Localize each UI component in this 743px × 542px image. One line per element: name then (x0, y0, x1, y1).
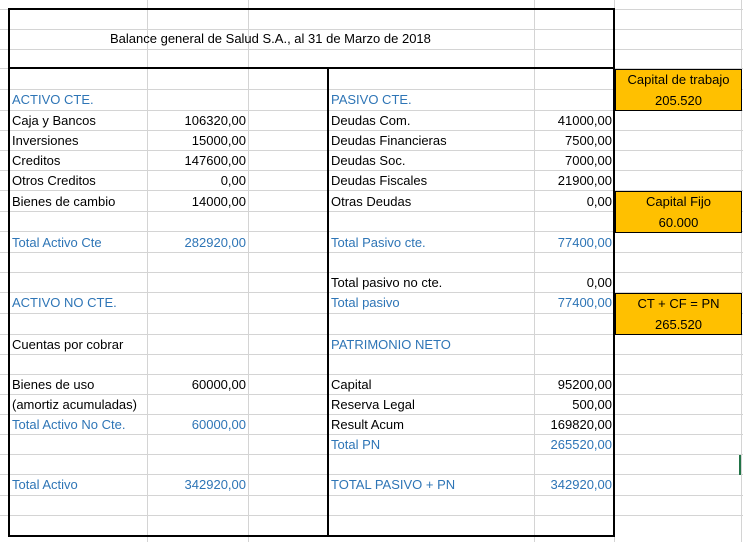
pasivo-row-value[interactable]: 7000,00 (565, 153, 612, 168)
total-activo-label[interactable]: Total Activo (12, 477, 78, 492)
pasivo-row-value[interactable]: 41000,00 (557, 113, 612, 128)
pasivo-row-label[interactable]: Deudas Soc. (331, 153, 406, 168)
capital-fijo-label: Capital Fijo (645, 194, 712, 209)
patrimonio-neto-header[interactable]: PATRIMONIO NETO (331, 337, 451, 352)
pasivo-row-label[interactable]: Deudas Fiscales (331, 173, 428, 188)
pasivo-row-value[interactable]: 0,00 (586, 194, 612, 209)
total-pasivo-no-cte-label[interactable]: Total pasivo no cte. (331, 275, 443, 290)
pasivo-row-value[interactable]: 7500,00 (565, 133, 612, 148)
total-pasivo-cte-value[interactable]: 77400,00 (557, 235, 612, 250)
pn-row-label[interactable]: Capital (331, 377, 372, 392)
activo-no-cte-header[interactable]: ACTIVO NO CTE. (12, 295, 117, 310)
capital-trabajo-label: Capital de trabajo (627, 72, 730, 87)
pn-row-label[interactable]: Result Acum (331, 417, 404, 432)
activo-row-value[interactable]: 14000,00 (191, 194, 246, 209)
total-pasivo-cte-label[interactable]: Total Pasivo cte. (331, 235, 426, 250)
activo-row-label[interactable]: Bienes de cambio (12, 194, 116, 209)
capital-trabajo-box[interactable] (615, 69, 742, 111)
selected-cell-marker (739, 455, 741, 475)
pn-row-value[interactable]: 500,00 (572, 397, 612, 412)
pn-row-value[interactable]: 169820,00 (550, 417, 612, 432)
total-pasivo-pn-label[interactable]: TOTAL PASIVO + PN (331, 477, 456, 492)
capital-fijo-box[interactable] (615, 191, 742, 233)
activo-row-value[interactable]: 0,00 (220, 173, 246, 188)
total-activo-no-cte-label[interactable]: Total Activo No Cte. (12, 417, 126, 432)
total-activo-value[interactable]: 342920,00 (184, 477, 246, 492)
formula-value: 265.520 (655, 317, 702, 332)
pasivo-row-value[interactable]: 21900,00 (557, 173, 612, 188)
activo-row-label[interactable]: Creditos (12, 153, 61, 168)
total-pn-label[interactable]: Total PN (331, 437, 381, 452)
activo-row-value[interactable]: 15000,00 (191, 133, 246, 148)
pn-row-label[interactable]: Reserva Legal (331, 397, 415, 412)
pasivo-row-label[interactable]: Deudas Financieras (331, 133, 447, 148)
total-activo-cte-label[interactable]: Total Activo Cte (12, 235, 102, 250)
bienes-uso-value[interactable]: 60000,00 (191, 377, 246, 392)
pasivo-row-label[interactable]: Otras Deudas (331, 194, 412, 209)
total-pasivo-label[interactable]: Total pasivo (331, 295, 400, 310)
sheet-title[interactable]: Balance general de Salud S.A., al 31 de Marzo de 2018 (110, 31, 431, 46)
cuentas-por-cobrar-label[interactable]: Cuentas por cobrar (12, 337, 124, 352)
activo-row-value[interactable]: 106320,00 (184, 113, 246, 128)
activo-row-value[interactable]: 147600,00 (184, 153, 246, 168)
total-activo-no-cte-value[interactable]: 60000,00 (191, 417, 246, 432)
total-pasivo-no-cte-value[interactable]: 0,00 (586, 275, 612, 290)
total-pn-value[interactable]: 265520,00 (550, 437, 612, 452)
bienes-uso-label[interactable]: Bienes de uso (12, 377, 95, 392)
formula-label: CT + CF = PN (637, 296, 720, 311)
capital-fijo-value: 60.000 (658, 215, 699, 230)
amortiz-label[interactable]: (amortiz acumuladas) (12, 397, 137, 412)
total-pasivo-pn-value[interactable]: 342920,00 (550, 477, 612, 492)
pasivo-cte-header[interactable]: PASIVO CTE. (331, 92, 412, 107)
activo-row-label[interactable]: Inversiones (12, 133, 79, 148)
capital-trabajo-value: 205.520 (655, 93, 702, 108)
activo-cte-header[interactable]: ACTIVO CTE. (12, 92, 94, 107)
total-pasivo-value[interactable]: 77400,00 (557, 295, 612, 310)
pasivo-row-label[interactable]: Deudas Com. (331, 113, 411, 128)
pn-row-value[interactable]: 95200,00 (557, 377, 612, 392)
activo-row-label[interactable]: Caja y Bancos (12, 113, 96, 128)
total-activo-cte-value[interactable]: 282920,00 (184, 235, 246, 250)
activo-row-label[interactable]: Otros Creditos (12, 173, 96, 188)
formula-box[interactable] (615, 293, 742, 335)
